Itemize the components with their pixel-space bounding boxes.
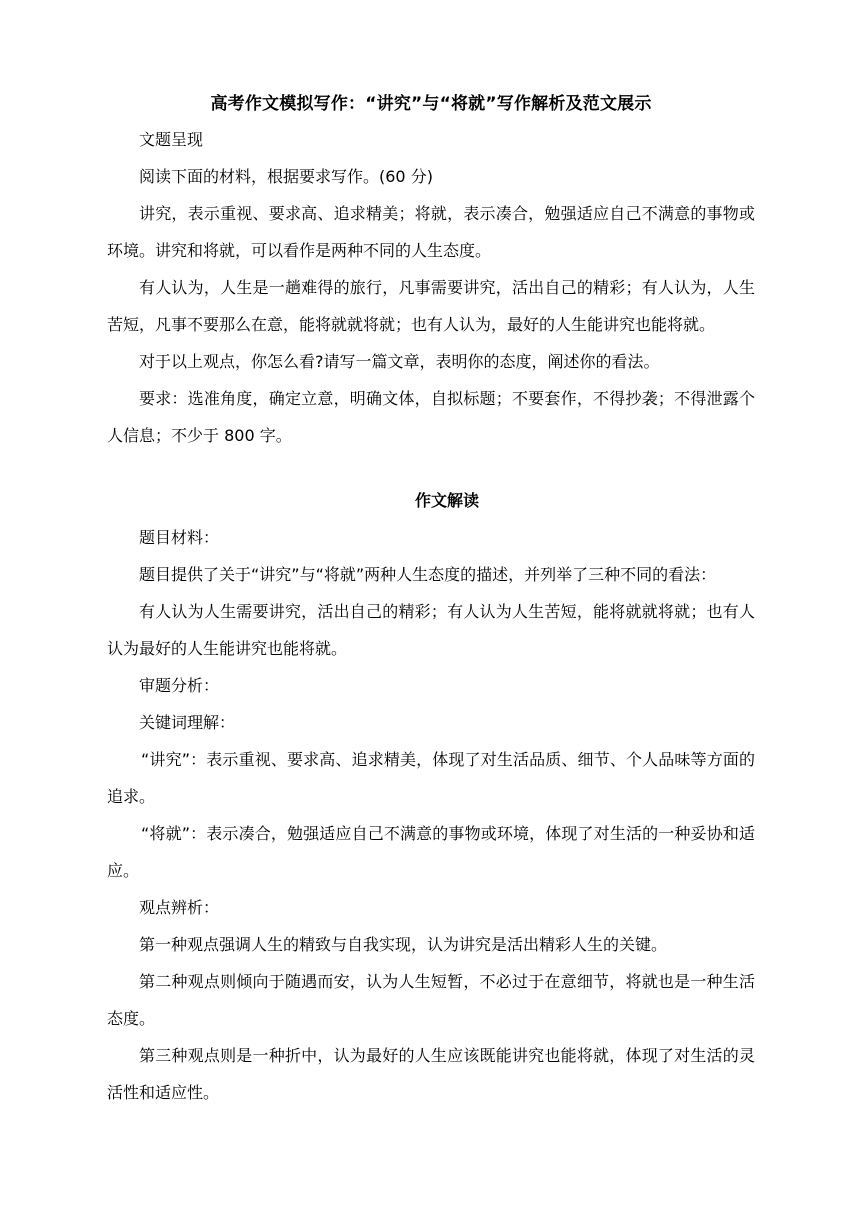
analysis-material-summary: 题目提供了关于“讲究”与“将就”两种人生态度的描述，并列举了三种不同的看法： <box>139 565 717 584</box>
document-title: 高考作文模拟写作：“讲究”与“将就”写作解析及范文展示 <box>210 94 652 114</box>
section-spacer <box>107 454 755 482</box>
analysis-keyword-jiangjiu-compromise: “将就”：表示凑合，勉强适应自己不满意的事物或环境，体现了对生活的一种妥协和适应。 <box>107 824 755 880</box>
analysis-viewpoint-3: 第三种观点则是一种折中，认为最好的人生应该既能讲究也能将就，体现了对生活的灵活性和适应性。 <box>107 1046 755 1102</box>
analysis-keyword-jiangjiu: “讲究”：表示重视、要求高、追求精美，体现了对生活品质、细节、个人品味等方面的追求。 <box>107 750 755 806</box>
document-page <box>107 92 755 1111</box>
intro-viewpoints: 有人认为，人生是一趟难得的旅行，凡事需要讲究，活出自己的精彩；有人认为，人生苦短，凡事不要那么在意，能将就就将就；也有人认为，最好的人生能讲究也能将就。 <box>107 278 755 334</box>
analysis-viewpoint-heading: 观点辨析： <box>139 898 220 917</box>
analysis-viewpoint-1: 第一种观点强调人生的精致与自我实现，认为讲究是活出精彩人生的关键。 <box>139 935 668 954</box>
analysis-keywords-heading: 关键词理解： <box>139 713 236 732</box>
section-title: 作文解读 <box>414 491 479 510</box>
intro-heading: 文题呈现 <box>139 130 204 149</box>
intro-instruction: 阅读下面的材料，根据要求写作。(60 分) <box>139 167 433 186</box>
analysis-viewpoint-2: 第二种观点则倾向于随遇而安，认为人生短暂，不必过于在意细节，将就也是一种生活态度。 <box>107 972 755 1028</box>
intro-question: 对于以上观点，你怎么看?请写一篇文章，表明你的态度，阐述你的看法。 <box>139 352 660 371</box>
intro-requirements: 要求：选准角度，确定立意，明确文体，自拟标题；不要套作，不得抄袭；不得泄露个人信息；不少于 800 字。 <box>107 389 755 445</box>
analysis-review-heading: 审题分析： <box>139 676 220 695</box>
intro-definition: 讲究，表示重视、要求高、追求精美；将就，表示凑合，勉强适应自己不满意的事物或环境。讲究和将就，可以看作是两种不同的人生态度。 <box>107 204 755 260</box>
analysis-material-views: 有人认为人生需要讲究，活出自己的精彩；有人认为人生苦短，能将就就将就；也有人认为最好的人生能讲究也能将就。 <box>107 602 755 658</box>
analysis-material-heading: 题目材料： <box>139 528 220 547</box>
